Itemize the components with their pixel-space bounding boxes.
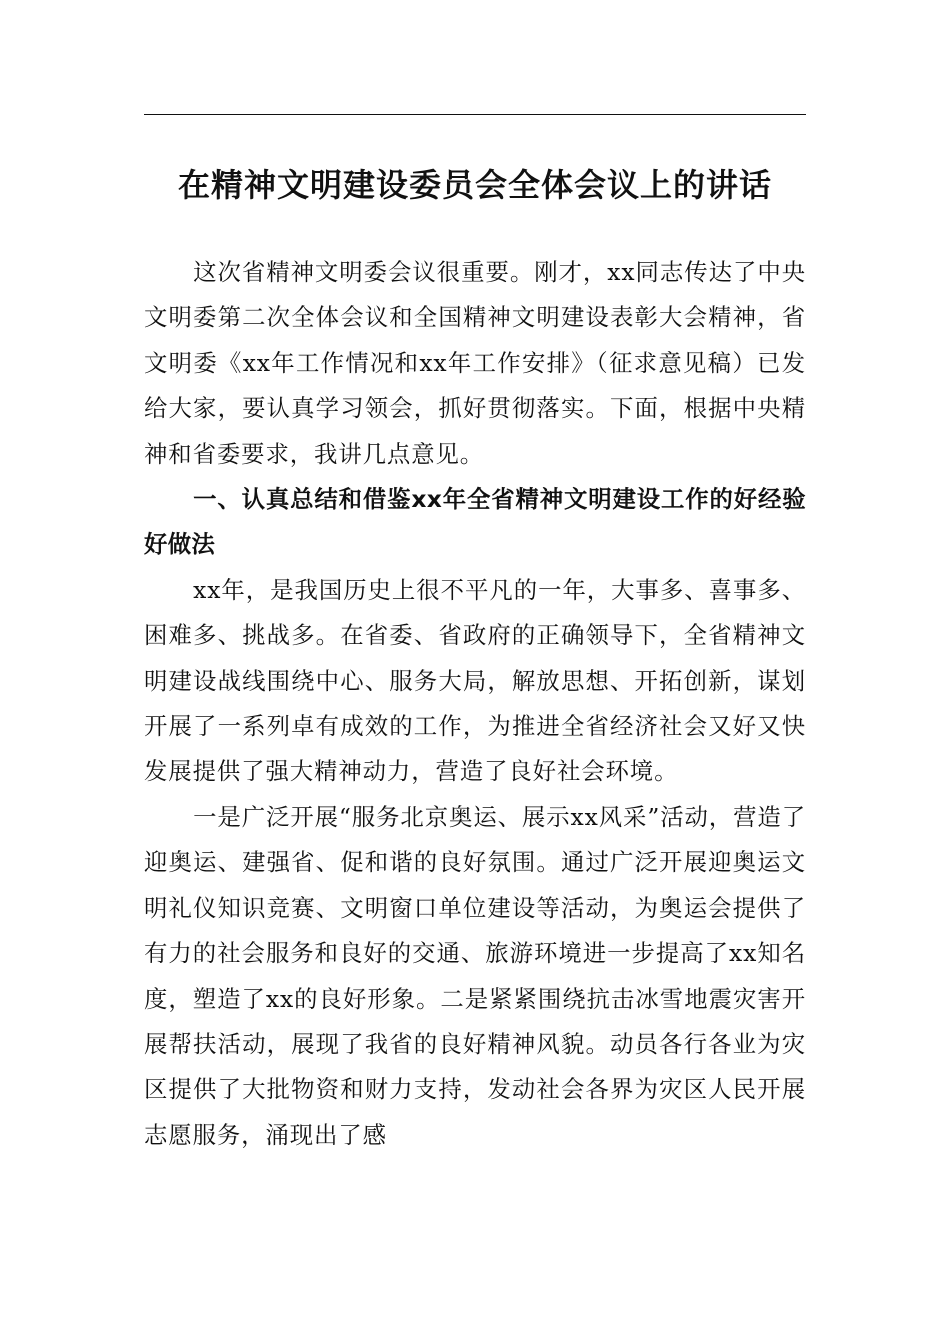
paragraph-achievements: 一是广泛开展“服务北京奥运、展示xx风采”活动，营造了迎奥运、建强省、促和谐的良好氛围。通过广泛开展迎奥运文明礼仪知识竞赛、文明窗口单位建设等活动，为奥运会提供了有力的社会服务和良好的交通、旅游环境进一步提高了xx知名度，塑造了xx的良好形象。二是紧紧围绕抗击冰雪地震灾害开展帮扶活动，展现了我省的良好精神风貌。动员各行各业为灾区提供了大批物资和财力支持，发动社会各界为灾区人民开展志愿服务，涌现出了感 [144, 802, 806, 1149]
paragraph-overview: xx年，是我国历史上很不平凡的一年，大事多、喜事多、困难多、挑战多。在省委、省政府的正确领导下，全省精神文明建设战线围绕中心、服务大局，解放思想、开拓创新，谋划开展了一系列卓有成效的工作，为推进全省经济社会又好又快发展提供了强大精神动力，营造了良好社会环境。 [144, 575, 806, 786]
document-title: 在精神文明建设委员会全体会议上的讲话 [177, 166, 772, 204]
paragraph-intro: 这次省精神文明委会议很重要。刚才，xx同志传达了中央文明委第二次全体会议和全国精神文明建设表彰大会精神，省文明委《xx年工作情况和xx年工作安排》（征求意见稿）已发给大家，要认真学习领会，抓好贯彻落实。下面，根据中央精神和省委要求，我讲几点意见。 [144, 258, 806, 468]
header-rule [144, 114, 806, 115]
section-heading-1: 一、认真总结和借鉴xx年全省精神文明建设工作的好经验好做法 [144, 485, 806, 559]
document-body [144, 250, 806, 1158]
